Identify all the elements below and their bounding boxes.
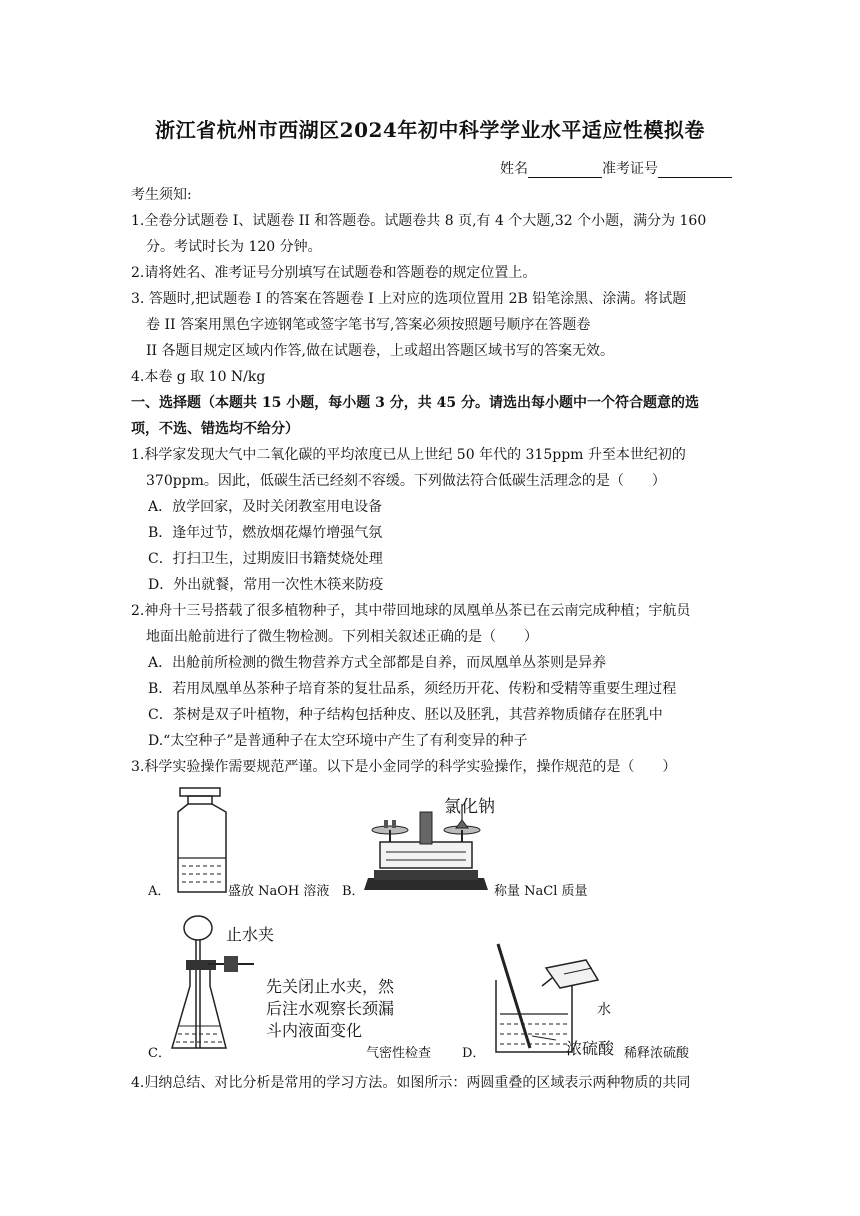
name-blank[interactable] — [528, 163, 602, 178]
notice-item: 4.本卷 g 取 10 N/kg — [131, 369, 266, 385]
section-heading: 一、选择题（本题共 15 小题，每小题 3 分，共 45 分。请选出每小题中一个符合题意的选 — [131, 395, 699, 411]
exam-number-blank[interactable] — [658, 163, 732, 178]
question-1-stem: 1.科学家发现大气中二氧化碳的平均浓度已从上世纪 50 年代的 315ppm 升至本世纪初的 — [131, 447, 686, 463]
figure-a-letter[interactable]: A． — [148, 884, 171, 899]
notice-heading: 考生须知: — [131, 187, 192, 203]
figure-d-letter[interactable]: D． — [462, 1046, 486, 1061]
q1-option-b[interactable]: B．逢年过节，燃放烟花爆竹增强气氛 — [148, 525, 383, 541]
reagent-bottle-figure — [172, 786, 232, 896]
concentrated-sulfuric-acid-label: 浓硫酸 — [566, 1039, 615, 1058]
water-clamp-label: 止水夹 — [226, 925, 275, 944]
notice-item: 分。考试时长为 120 分钟。 — [146, 239, 322, 255]
exam-number-label: 准考证号 — [602, 161, 658, 177]
water-label: 水 — [597, 1002, 611, 1018]
sodium-chloride-label: 氯化钠 — [444, 797, 495, 817]
q2-option-d[interactable]: D.“太空种子”是普通种子在太空环境中产生了有利变异的种子 — [148, 733, 528, 749]
figure-c-letter[interactable]: C． — [148, 1046, 171, 1061]
notice-item: II 各题目规定区域内作答,做在试题卷，上或超出答题区域书写的答案无效。 — [146, 343, 614, 359]
name-and-exam-number — [500, 158, 732, 178]
question-3-stem: 3.科学实验操作需要规范严谨。以下是小金同学的科学实验操作，操作规范的是（ ） — [131, 759, 677, 775]
question-1-stem-cont: 370ppm。因此，低碳生活已经刻不容缓。下列做法符合低碳生活理念的是（ ） — [146, 473, 666, 489]
figure-a-caption: 盛放 NaOH 溶液 — [228, 884, 330, 899]
figure-d-caption: 稀释浓硫酸 — [624, 1046, 690, 1061]
q1-option-c[interactable]: C．打扫卫生，过期废旧书籍焚烧处理 — [148, 551, 383, 567]
figure-b-letter[interactable]: B． — [342, 884, 365, 899]
question-2-stem-cont: 地面出舱前进行了微生物检测。下列相关叙述正确的是（ ） — [146, 629, 538, 645]
q2-option-b[interactable]: B．若用凤凰单丛茶种子培育茶的复壮品系，须经历开花、传粉和受精等重要生理过程 — [148, 681, 677, 697]
page-title: 浙江省杭州市西湖区2024年初中科学学业水平适应性模拟卷 — [155, 118, 705, 142]
name-label: 姓名 — [500, 161, 528, 177]
figure-c-caption: 气密性检查 — [366, 1046, 432, 1061]
q2-option-a[interactable]: A．出舱前所检测的微生物营养方式全部都是自养，而凤凰单丛茶则是异养 — [148, 655, 607, 671]
question-4-stem: 4.归纳总结、对比分析是常用的学习方法。如图所示：两圆重叠的区域表示两种物质的共同 — [131, 1075, 691, 1091]
q2-option-c[interactable]: C．茶树是双子叶植物，种子结构包括种皮、胚以及胚乳，其营养物质储存在胚乳中 — [148, 707, 663, 723]
notice-item: 2.请将姓名、准考证号分别填写在试题卷和答题卷的规定位置上。 — [131, 265, 537, 281]
q1-option-d[interactable]: D．外出就餐，常用一次性木筷来防疫 — [148, 577, 384, 593]
airtightness-note — [266, 976, 394, 1042]
notice-item: 3. 答题时,把试题卷 I 的答案在答题卷 I 上对应的选项位置用 2B 铅笔涂黑、涂满。将试题 — [131, 291, 687, 307]
figure-b-caption: 称量 NaCl 质量 — [494, 884, 588, 899]
notice-item: 1.全卷分试题卷 I、试题卷 II 和答题卷。试题卷共 8 页,有 4 个大题,32 个小题，满分为 160 — [131, 213, 707, 229]
airtightness-note-line: 先关闭止水夹，然 — [266, 977, 395, 996]
notice-item: 卷 II 答案用黑色字迹钢笔或签字笔书写,答案必须按照题号顺序在答题卷 — [146, 317, 591, 333]
q1-option-a[interactable]: A．放学回家，及时关闭教室用电设备 — [148, 499, 383, 515]
airtightness-note-line: 斗内液面变化 — [266, 1021, 363, 1040]
airtightness-note-line: 后注水观察长颈漏 — [266, 999, 395, 1018]
section-heading-cont: 项，不选、错选均不给分） — [131, 421, 299, 437]
question-2-stem: 2.神舟十三号搭载了很多植物种子，其中带回地球的凤凰单丛茶已在云南完成种植；宇航员 — [131, 603, 691, 619]
